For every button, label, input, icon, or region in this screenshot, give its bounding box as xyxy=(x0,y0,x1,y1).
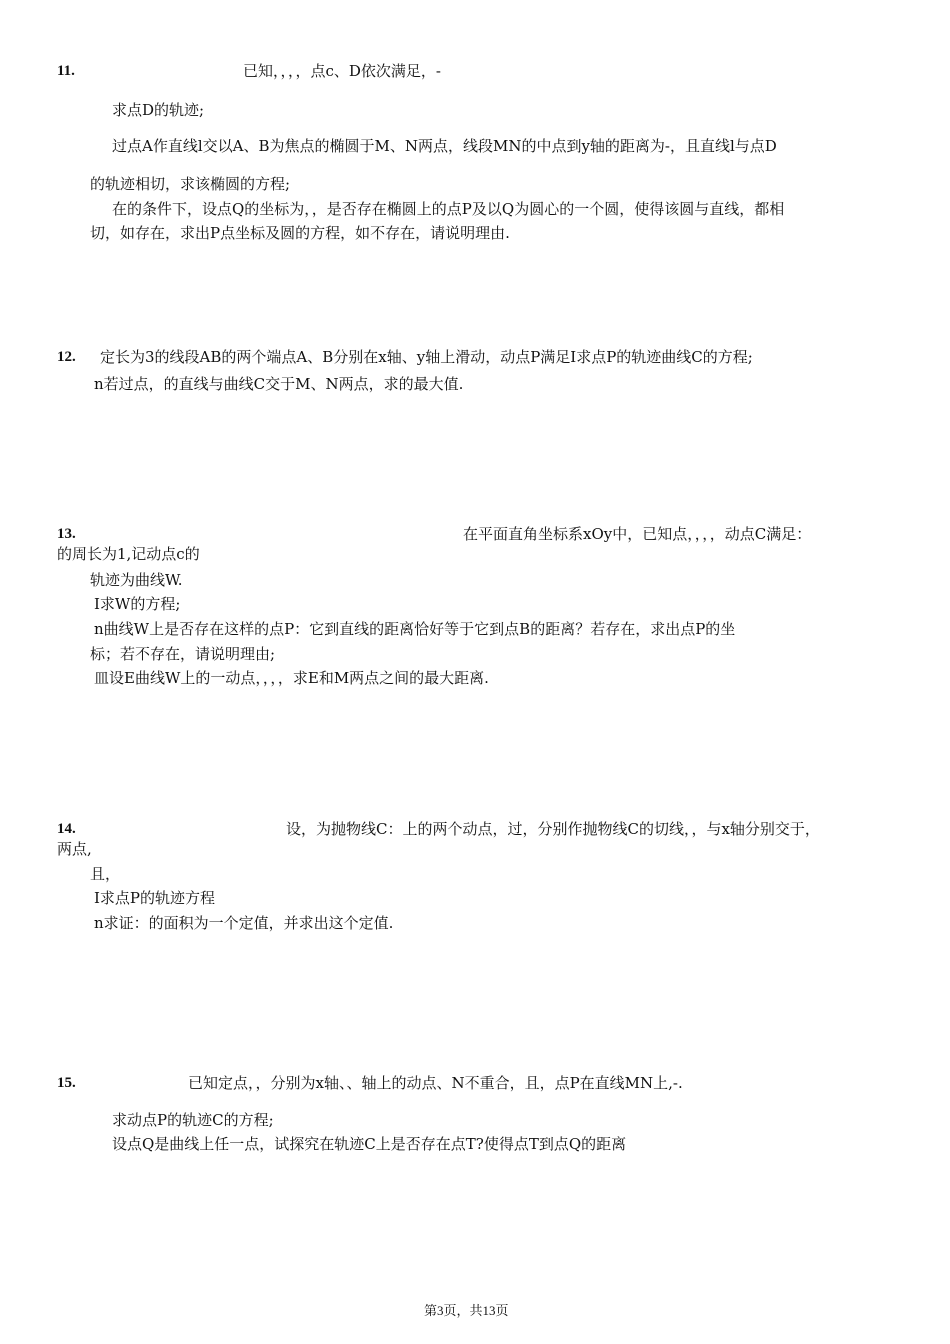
problem-14-line-5: n求证：的面积为一个定值，并求出这个定值. xyxy=(94,914,394,932)
problem-15-line-1: 已知定点，，分别为x轴、、轴上的动点、N不重合，且，点P在直线MN上,-. xyxy=(188,1074,683,1092)
problem-13-line-6: 标；若不存在，请说明理由; xyxy=(90,645,276,663)
problem-11-number: 11. xyxy=(57,63,75,79)
problem-13-line-5: n曲线W上是否存在这样的点P：它到直线的距离恰好等于它到点B的距离？若存在，求出点P的坐 xyxy=(94,620,736,638)
problem-13-line-7: 皿设E曲线W上的一动点，，，，求E和M两点之间的最大距离. xyxy=(94,669,489,687)
page-footer: 第3页，共13页 xyxy=(424,1303,509,1318)
problem-11-line-2: 求点D的轨迹; xyxy=(112,101,205,119)
problem-12-line-2: n若过点，的直线与曲线C交于M、N两点，求的最大值. xyxy=(94,375,464,393)
problem-11-line-1: 已知，，，，点c、D依次满足，- xyxy=(243,62,441,80)
problem-11-line-4: 的轨迹相切，求该椭圆的方程; xyxy=(90,175,291,193)
problem-15-number: 15. xyxy=(57,1075,76,1091)
problem-15-line-2: 求动点P的轨迹C的方程; xyxy=(112,1111,274,1129)
problem-15-line-3: 设点Q是曲线上任一点，试探究在轨迹C上是否存在点T?使得点T到点Q的距离 xyxy=(112,1135,627,1153)
problem-14-number: 14. xyxy=(57,821,76,837)
problem-14-line-4: Ⅰ求点P的轨迹方程 xyxy=(94,889,216,907)
problem-13-number: 13. xyxy=(57,526,76,542)
problem-14-line-2: 两点, xyxy=(57,840,92,858)
problem-14-line-3: 且， xyxy=(90,865,121,883)
problem-12-number: 12. xyxy=(57,349,76,365)
problem-14-line-1: 设，为抛物线C：上的两个动点，过，分别作抛物线C的切线，，与x轴分别交于， xyxy=(286,820,820,838)
problem-11-line-6: 切，如存在，求出P点坐标及圆的方程，如不存在，请说明理由. xyxy=(90,224,510,242)
problem-13-line-3: 轨迹为曲线W. xyxy=(90,571,183,589)
problem-11-line-3: 过点A作直线l交以A、B为焦点的椭圆于M、N两点，线段MN的中点到y轴的距离为-，且直线l与点D xyxy=(112,137,777,155)
problem-11-line-5: 在的条件下，设点Q的坐标为，，是否存在椭圆上的点P及以Q为圆心的一个圆，使得该圆与直线，都相 xyxy=(112,200,785,218)
problem-13-line-1: 在平面直角坐标系xOy中，已知点，，，，动点C满足： xyxy=(463,525,812,543)
problem-13-line-4: Ⅰ求W的方程; xyxy=(94,595,181,613)
problem-13-line-2: 的周长为1,记动点c的 xyxy=(57,545,200,563)
problem-12-line-1: 定长为3的线段AB的两个端点A、B分别在x轴、y轴上滑动，动点P满足Ⅰ求点P的轨迹曲线C的方程; xyxy=(100,348,753,366)
